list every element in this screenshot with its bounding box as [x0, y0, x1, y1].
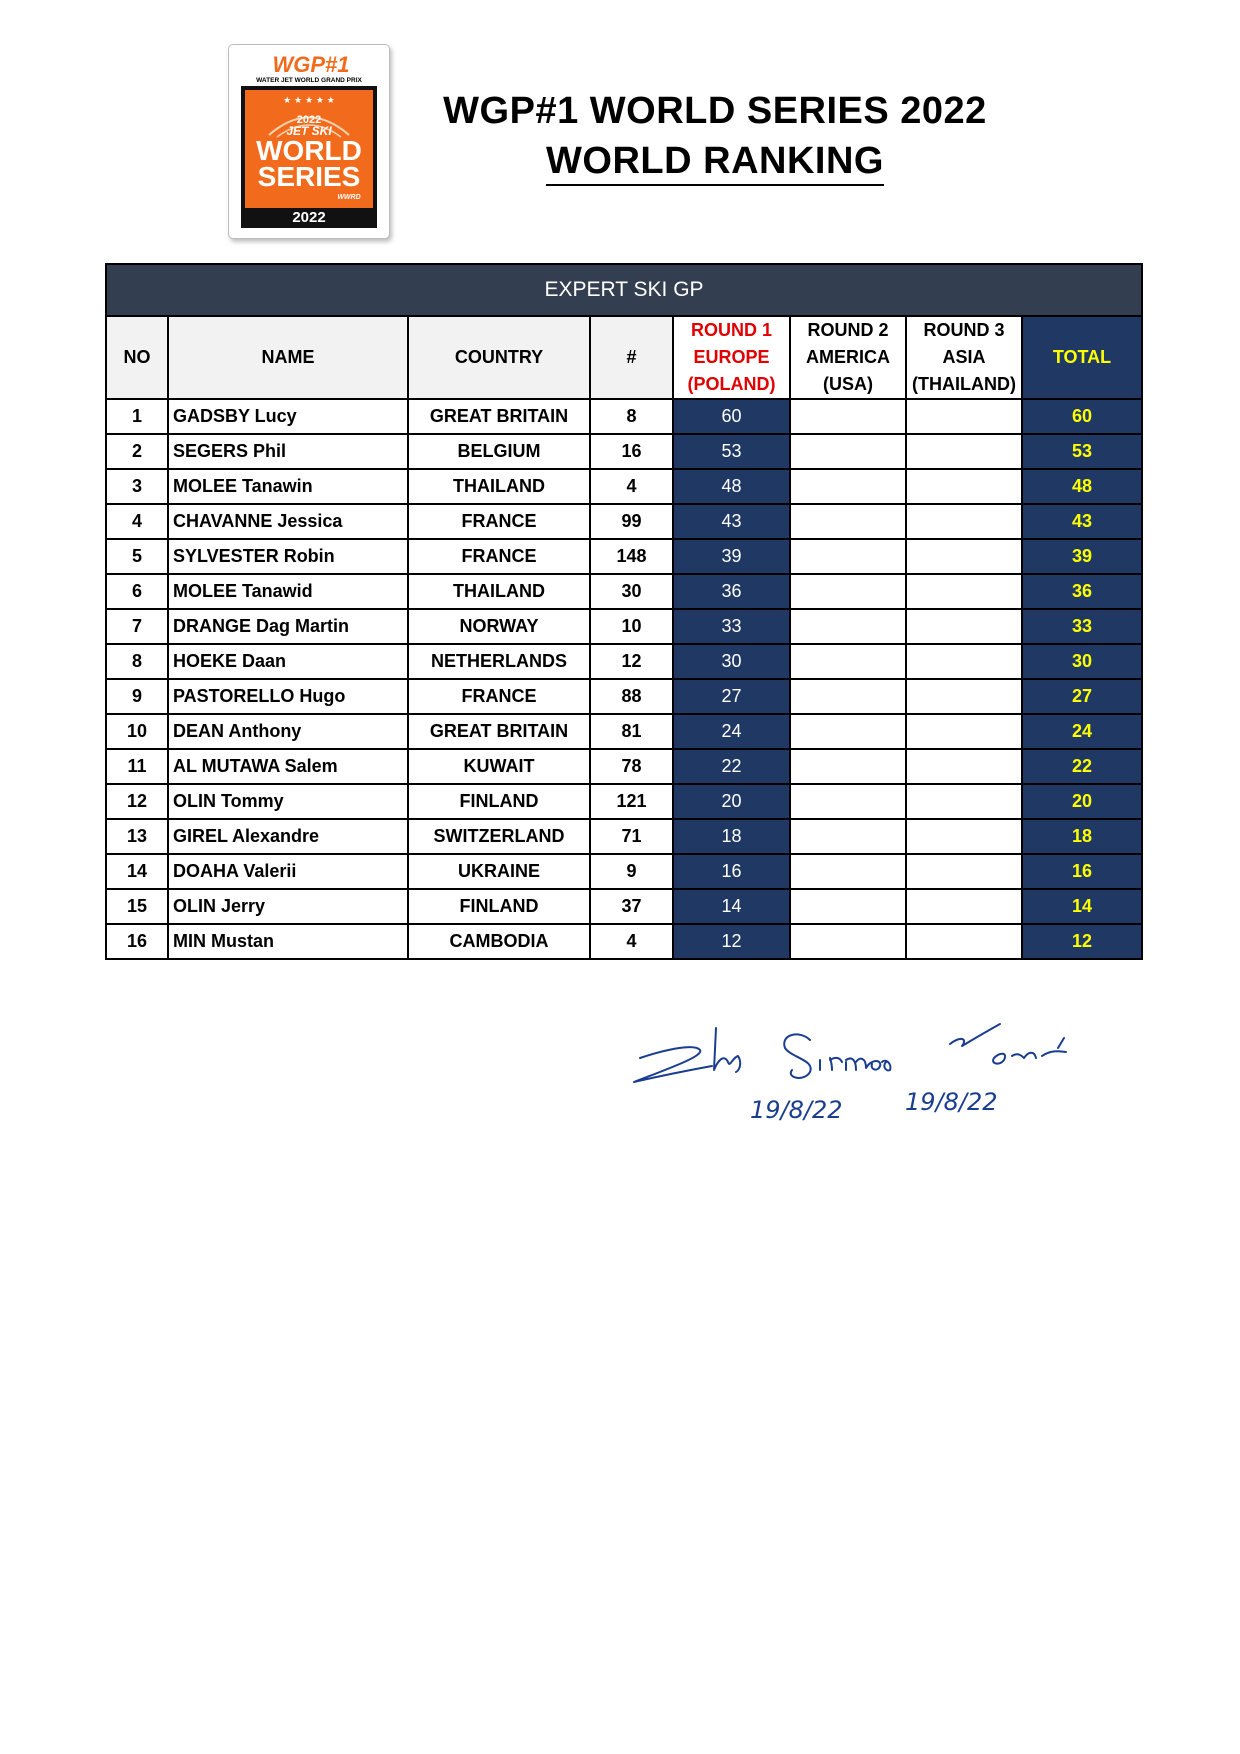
header-round3-line1: ROUND 3 [923, 320, 1005, 340]
cell-country: NORWAY [408, 609, 590, 644]
cell-country: FINLAND [408, 784, 590, 819]
cell-number: 9 [590, 854, 673, 889]
cell-number: 12 [590, 644, 673, 679]
cell-no: 9 [106, 679, 168, 714]
logo-brand: WWRD [337, 194, 361, 201]
logo-year-band: 2022 [292, 209, 326, 226]
cell-country: GREAT BRITAIN [408, 399, 590, 434]
table-row [106, 819, 1142, 854]
cell-number: 37 [590, 889, 673, 924]
cell-round3 [906, 609, 1022, 644]
cell-round1: 27 [673, 679, 790, 714]
cell-country: CAMBODIA [408, 924, 590, 959]
cell-name: SYLVESTER Robin [168, 539, 408, 574]
cell-round2 [790, 854, 906, 889]
table-row [106, 889, 1142, 924]
cell-country: FRANCE [408, 504, 590, 539]
cell-round1: 48 [673, 469, 790, 504]
cell-round1: 22 [673, 749, 790, 784]
cell-country: FRANCE [408, 679, 590, 714]
cell-round1: 24 [673, 714, 790, 749]
cell-country: THAILAND [408, 469, 590, 504]
cell-no: 2 [106, 434, 168, 469]
cell-total: 18 [1022, 819, 1142, 854]
cell-round1: 43 [673, 504, 790, 539]
table-row [106, 854, 1142, 889]
logo-line2: SERIES [257, 161, 361, 192]
cell-number: 81 [590, 714, 673, 749]
logo-jet-ski: JET SKI [286, 124, 332, 138]
signature-1 [634, 1028, 740, 1082]
table-row [106, 749, 1142, 784]
cell-no: 6 [106, 574, 168, 609]
table-row [106, 539, 1142, 574]
cell-round3 [906, 469, 1022, 504]
cell-name: MOLEE Tanawin [168, 469, 408, 504]
cell-round3 [906, 854, 1022, 889]
cell-round2 [790, 819, 906, 854]
cell-no: 15 [106, 889, 168, 924]
svg-text:★ ★ ★ ★ ★: ★ ★ ★ ★ ★ [283, 96, 335, 106]
cell-round3 [906, 434, 1022, 469]
cell-total: 24 [1022, 714, 1142, 749]
cell-no: 12 [106, 784, 168, 819]
signature-date-1: 19/8/22 [750, 1096, 843, 1124]
table-row [106, 644, 1142, 679]
cell-name: DOAHA Valerii [168, 854, 408, 889]
table-row [106, 399, 1142, 434]
cell-country: FINLAND [408, 889, 590, 924]
cell-name: CHAVANNE Jessica [168, 504, 408, 539]
cell-no: 16 [106, 924, 168, 959]
cell-round2 [790, 504, 906, 539]
cell-round3 [906, 504, 1022, 539]
table-row [106, 609, 1142, 644]
cell-round3 [906, 749, 1022, 784]
cell-round1: 33 [673, 609, 790, 644]
cell-name: OLIN Tommy [168, 784, 408, 819]
cell-round2 [790, 609, 906, 644]
cell-name: HOEKE Daan [168, 644, 408, 679]
cell-round1: 39 [673, 539, 790, 574]
cell-round2 [790, 749, 906, 784]
cell-round2 [790, 574, 906, 609]
cell-country: GREAT BRITAIN [408, 714, 590, 749]
header-round1-line2: EUROPE [693, 347, 770, 367]
cell-round2 [790, 399, 906, 434]
table-row [106, 924, 1142, 959]
cell-country: KUWAIT [408, 749, 590, 784]
table-row [106, 784, 1142, 819]
table-header-row [106, 316, 1142, 399]
cell-round2 [790, 889, 906, 924]
cell-round2 [790, 539, 906, 574]
signature-3 [950, 1024, 1066, 1064]
cell-number: 4 [590, 924, 673, 959]
header-number: # [590, 316, 673, 399]
cell-no: 1 [106, 399, 168, 434]
table-row [106, 469, 1142, 504]
cell-round3 [906, 819, 1022, 854]
table-row [106, 679, 1142, 714]
cell-name: GIREL Alexandre [168, 819, 408, 854]
cell-country: FRANCE [408, 539, 590, 574]
header-round2 [790, 316, 906, 399]
cell-round3 [906, 679, 1022, 714]
cell-round2 [790, 434, 906, 469]
cell-no: 13 [106, 819, 168, 854]
header-round2-line3: (USA) [823, 374, 873, 394]
header-round3-line2: ASIA [942, 347, 986, 367]
cell-round1: 20 [673, 784, 790, 819]
cell-number: 88 [590, 679, 673, 714]
logo-subtitle: WATER JET WORLD GRAND PRIX [256, 77, 362, 84]
signature-2 [784, 1034, 890, 1077]
cell-total: 20 [1022, 784, 1142, 819]
cell-name: DEAN Anthony [168, 714, 408, 749]
cell-round2 [790, 679, 906, 714]
header-round2-line2: AMERICA [806, 347, 890, 367]
cell-round3 [906, 644, 1022, 679]
cell-round3 [906, 574, 1022, 609]
cell-round1: 36 [673, 574, 790, 609]
cell-total: 22 [1022, 749, 1142, 784]
header-country: COUNTRY [408, 316, 590, 399]
cell-name: SEGERS Phil [168, 434, 408, 469]
cell-name: AL MUTAWA Salem [168, 749, 408, 784]
signatures-block [620, 1000, 1140, 1150]
cell-name: MIN Mustan [168, 924, 408, 959]
cell-total: 12 [1022, 924, 1142, 959]
cell-no: 7 [106, 609, 168, 644]
cell-round3 [906, 889, 1022, 924]
cell-number: 71 [590, 819, 673, 854]
cell-total: 30 [1022, 644, 1142, 679]
cell-country: SWITZERLAND [408, 819, 590, 854]
header-round3 [906, 316, 1022, 399]
cell-total: 33 [1022, 609, 1142, 644]
cell-round2 [790, 714, 906, 749]
cell-round2 [790, 469, 906, 504]
cell-round2 [790, 644, 906, 679]
cell-total: 36 [1022, 574, 1142, 609]
cell-total: 39 [1022, 539, 1142, 574]
cell-no: 11 [106, 749, 168, 784]
cell-round1: 12 [673, 924, 790, 959]
cell-round3 [906, 539, 1022, 574]
logo-top-text: WGP#1 [272, 52, 350, 77]
document-title: WGP#1 WORLD SERIES 2022 [443, 90, 987, 132]
cell-country: BELGIUM [408, 434, 590, 469]
table-row [106, 574, 1142, 609]
cell-country: UKRAINE [408, 854, 590, 889]
cell-total: 14 [1022, 889, 1142, 924]
cell-total: 48 [1022, 469, 1142, 504]
cell-round2 [790, 784, 906, 819]
table-row [106, 504, 1142, 539]
ranking-table [105, 263, 1143, 960]
cell-round3 [906, 924, 1022, 959]
document-subtitle [360, 140, 1070, 183]
table-row [106, 714, 1142, 749]
header-no: NO [106, 316, 168, 399]
cell-number: 8 [590, 399, 673, 434]
cell-round1: 30 [673, 644, 790, 679]
cell-number: 148 [590, 539, 673, 574]
cell-number: 78 [590, 749, 673, 784]
table-caption: EXPERT SKI GP [106, 264, 1142, 316]
cell-country: THAILAND [408, 574, 590, 609]
cell-no: 5 [106, 539, 168, 574]
cell-number: 121 [590, 784, 673, 819]
header-total: TOTAL [1022, 316, 1142, 399]
table-row [106, 434, 1142, 469]
cell-round1: 14 [673, 889, 790, 924]
cell-round1: 60 [673, 399, 790, 434]
cell-no: 4 [106, 504, 168, 539]
cell-name: PASTORELLO Hugo [168, 679, 408, 714]
cell-no: 3 [106, 469, 168, 504]
document-subtitle-text: WORLD RANKING [546, 140, 884, 186]
cell-number: 10 [590, 609, 673, 644]
cell-total: 43 [1022, 504, 1142, 539]
header-round2-line1: ROUND 2 [807, 320, 889, 340]
header-round1 [673, 316, 790, 399]
cell-no: 8 [106, 644, 168, 679]
cell-name: GADSBY Lucy [168, 399, 408, 434]
cell-name: DRANGE Dag Martin [168, 609, 408, 644]
cell-round3 [906, 714, 1022, 749]
cell-number: 4 [590, 469, 673, 504]
cell-number: 99 [590, 504, 673, 539]
header-round1-line3: (POLAND) [687, 374, 776, 394]
cell-round3 [906, 784, 1022, 819]
cell-round1: 53 [673, 434, 790, 469]
logo-line1: WORLD [256, 135, 362, 166]
cell-number: 16 [590, 434, 673, 469]
cell-total: 16 [1022, 854, 1142, 889]
cell-no: 14 [106, 854, 168, 889]
cell-round1: 18 [673, 819, 790, 854]
header-round3-line3: (THAILAND) [912, 374, 1016, 394]
cell-total: 27 [1022, 679, 1142, 714]
cell-round2 [790, 924, 906, 959]
cell-name: MOLEE Tanawid [168, 574, 408, 609]
cell-total: 53 [1022, 434, 1142, 469]
cell-total: 60 [1022, 399, 1142, 434]
cell-number: 30 [590, 574, 673, 609]
cell-no: 10 [106, 714, 168, 749]
cell-round3 [906, 399, 1022, 434]
cell-round1: 16 [673, 854, 790, 889]
header-round1-line1: ROUND 1 [690, 320, 772, 340]
cell-country: NETHERLANDS [408, 644, 590, 679]
cell-name: OLIN Jerry [168, 889, 408, 924]
signature-date-2: 19/8/22 [905, 1088, 998, 1116]
header-name: NAME [168, 316, 408, 399]
logo-year-small: 2022 [296, 114, 322, 126]
